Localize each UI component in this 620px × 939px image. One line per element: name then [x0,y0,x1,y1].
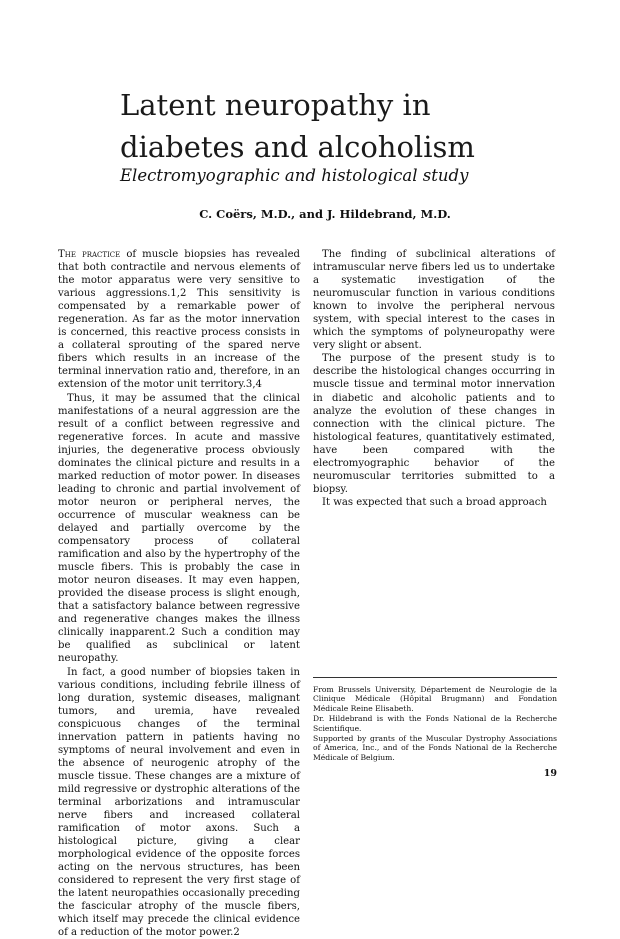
text-column-left [58,248,300,939]
body-paragraph: Thus, it may be assumed that the clinical manifestations of a neural aggression are the result of a conflict between regressive and regenerative forces. In acute and massive injuries, the degenerative process obviously dominates the clinical picture and results in a marked reduction of motor power. In diseases leading to chronic and partial involvement of motor neuron or peripheral nerves, the occurrence of muscular weakness can be delayed and partially overcome by the compensatory process of collateral ramification and also by the hypertrophy of the muscle fibers. This is probably the case in motor neuron diseases. It may even happen, provided the disease process is slight enough, that a satisfactory balance between regressive and regenerative changes makes the illness clinically inapparent.2 Such a condition may be qualified as subclinical or latent neuropathy. [58,392,300,666]
body-paragraph: The finding of subclinical alterations of intramuscular nerve fibers led us to undertake a systematic investigation of the neuromuscular function in various conditions known to involve the peripheral nervous system, with special interest to the cases in which the symptoms of polyneuropathy were very slight or absent. [313,248,555,352]
body-paragraph: The purpose of the present study is to describe the histological changes occurring in muscle tissue and terminal motor innervation in diabetic and alcoholic patients and to analyze the evolution of these changes in connection with the clinical picture. The histological features, quantitatively estimated, have been compared with the electromyographic behavior of the neuromuscular territories submitted to a biopsy. [313,352,555,496]
footnote: Supported by grants of the Muscular Dystrophy Associations of America, Inc., and of the Fonds National de la Recherche Médicale of Belgium. [313,734,557,762]
article-subtitle: Electromyographic and histological study [120,166,560,185]
article-title: Latent neuropathy in diabetes and alcoholism [120,84,560,168]
paragraph-text: of muscle biopsies has revealed that both contractile and nervous elements of the motor apparatus were very sensitive to various aggressions.1,2 This sensitivity is compensated by a remarkable power of regeneration. As far as the motor innervation is concerned, this reactive process consists in a collateral sprouting of the spared nerve fibers which results in an increase of the terminal innervation ratio and, therefore, in an extension of the motor unit territory.3,4 [58,249,300,390]
footnotes [313,685,557,763]
page-number: 19 [530,768,557,779]
footnote: Dr. Hildebrand is with the Fonds National de la Recherche Scientifique. [313,714,557,733]
footnote-divider [313,677,557,678]
article-authors: C. Coërs, M.D., and J. Hildebrand, M.D. [0,207,620,221]
text-column-right [313,248,555,509]
body-paragraph: In fact, a good number of biopsies taken in various conditions, including febrile illness of long duration, systemic diseases, malignant tumors, and uremia, have revealed conspicuous changes of the terminal innervation pattern in patients having no symptoms of neural involvement and even in the absence of neurogenic atrophy of the muscle tissue. These changes are a mixture of mild regressive or dystrophic alterations of the terminal arborizations and intramuscular nerve fibers and increased collateral ramification of motor axons. Such a histological picture, giving a clear morphological evidence of the opposite forces acting on the nervous structures, has been considered to represent the very first stage of the latent neuropathies occasionally preceding the fascicular atrophy of the muscle fibers, which itself may precede the clinical evidence of a reduction of the motor power.2 [58,666,300,939]
body-paragraph [58,248,300,392]
body-paragraph: It was expected that such a broad approach [313,496,555,509]
opening-smallcaps: The practice [58,249,120,260]
footnote: From Brussels University, Département de Neurologie de la Clinique Médicale (Hôpital Brugmann) and Fondation Médicale Reine Elisabeth. [313,685,557,713]
